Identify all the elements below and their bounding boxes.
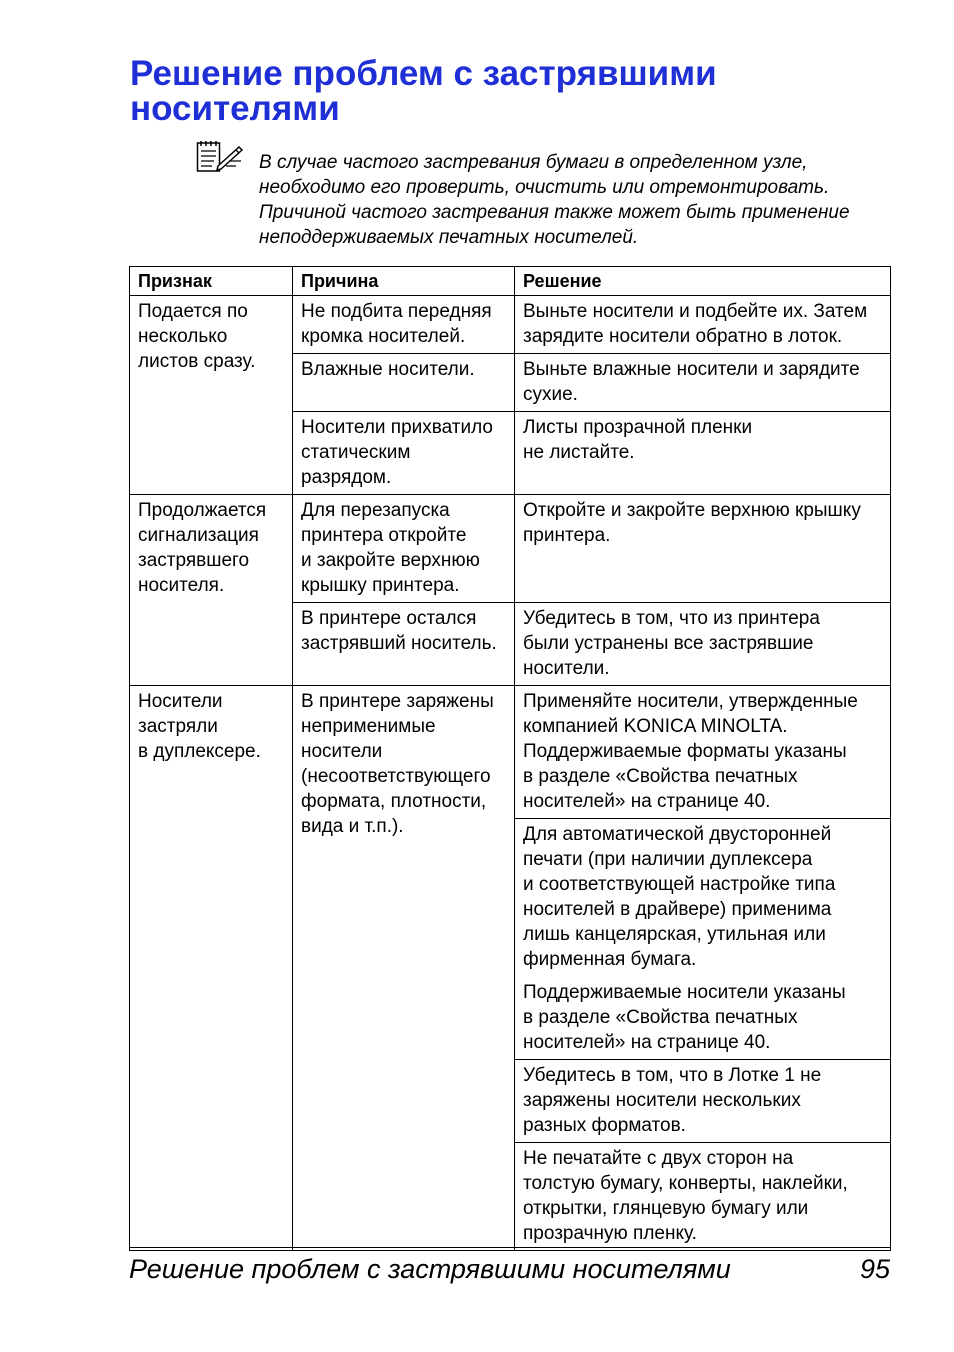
symptom-line: застряли bbox=[138, 716, 218, 737]
cell-paragraph bbox=[301, 299, 507, 349]
table-header-row bbox=[130, 267, 891, 296]
solution-line: разных форматов. bbox=[523, 1115, 686, 1136]
symptom-cell bbox=[130, 296, 293, 495]
solution-line: носителей в драйвере) применима bbox=[523, 899, 832, 920]
symptom-line: в дуплексере. bbox=[138, 741, 261, 762]
cause-line: вида и т.п.). bbox=[301, 816, 404, 837]
page-title-line-1: Решение проблем с застрявшими bbox=[130, 54, 717, 93]
column-header-cause: Причина bbox=[293, 267, 515, 296]
solution-line: в разделе «Свойства печатных bbox=[523, 1007, 798, 1028]
solution-line: Поддерживаемые носители указаны bbox=[523, 982, 846, 1003]
note-line: неподдерживаемых печатных носителей. bbox=[259, 227, 639, 248]
solution-line: фирменная бумага. bbox=[523, 949, 697, 970]
cause-cell bbox=[293, 412, 515, 495]
table-row bbox=[130, 296, 891, 354]
solution-line: зарядите носители обратно в лоток. bbox=[523, 326, 843, 347]
solution-line: компанией KONICA MINOLTA. bbox=[523, 716, 788, 737]
solution-line: были устранены все застрявшие bbox=[523, 633, 814, 654]
solution-line: Выньте носители и подбейте их. Затем bbox=[523, 301, 868, 322]
cause-line: неприменимые bbox=[301, 716, 436, 737]
cause-line: разрядом. bbox=[301, 467, 392, 488]
solution-cell bbox=[515, 412, 891, 495]
cause-line: и закройте верхнюю bbox=[301, 550, 480, 571]
solution-line: лишь канцелярская, утильная или bbox=[523, 924, 826, 945]
solution-line: открытки, глянцевую бумагу или bbox=[523, 1198, 809, 1219]
cell-paragraph bbox=[523, 980, 883, 1055]
cell-paragraph bbox=[301, 415, 507, 490]
solution-line: носители. bbox=[523, 658, 610, 679]
cell-paragraph bbox=[523, 689, 883, 814]
cell-paragraph bbox=[523, 1063, 883, 1138]
solution-cell bbox=[515, 819, 891, 1060]
cell-paragraph bbox=[523, 606, 883, 681]
column-header-solution: Решение bbox=[515, 267, 891, 296]
note-line: необходимо его проверить, очистить или отремонтировать. bbox=[259, 177, 830, 198]
cause-cell bbox=[293, 354, 515, 412]
cell-paragraph bbox=[523, 822, 883, 972]
cause-line: Не подбита передняя bbox=[301, 301, 492, 322]
symptom-line: застрявшего bbox=[138, 550, 250, 571]
cause-cell bbox=[293, 296, 515, 354]
cell-paragraph bbox=[138, 689, 285, 764]
solution-line: печати (при наличии дуплексера bbox=[523, 849, 813, 870]
cell-paragraph bbox=[301, 498, 507, 598]
page-title bbox=[130, 56, 890, 126]
table-row bbox=[130, 686, 891, 819]
solution-line: заряжены носители нескольких bbox=[523, 1090, 801, 1111]
solution-line: носителей» на странице 40. bbox=[523, 791, 771, 812]
symptom-line: несколько bbox=[138, 326, 228, 347]
troubleshooting-table bbox=[129, 266, 891, 1251]
cell-paragraph bbox=[523, 415, 883, 465]
note-text bbox=[259, 150, 879, 250]
cell-paragraph bbox=[301, 357, 507, 382]
solution-cell bbox=[515, 296, 891, 354]
solution-line: носителей» на странице 40. bbox=[523, 1032, 771, 1053]
cause-line: В принтере заряжены bbox=[301, 691, 494, 712]
solution-line: сухие. bbox=[523, 384, 578, 405]
cause-cell bbox=[293, 603, 515, 686]
solution-line: Выньте влажные носители и зарядите bbox=[523, 359, 860, 380]
cause-line: статическим bbox=[301, 442, 411, 463]
notepad-pencil-icon bbox=[196, 140, 244, 174]
cause-line: принтера откройте bbox=[301, 525, 467, 546]
cell-paragraph bbox=[523, 357, 883, 407]
symptom-line: Продолжается bbox=[138, 500, 267, 521]
cell-paragraph bbox=[138, 299, 285, 374]
page-title-line-2: носителями bbox=[130, 89, 340, 128]
cause-line: Влажные носители. bbox=[301, 359, 475, 380]
solution-cell bbox=[515, 354, 891, 412]
solution-line: Убедитесь в том, что в Лотке 1 не bbox=[523, 1065, 822, 1086]
solution-line: Поддерживаемые форматы указаны bbox=[523, 741, 847, 762]
cause-line: крышку принтера. bbox=[301, 575, 460, 596]
cause-line: Для перезапуска bbox=[301, 500, 450, 521]
symptom-line: Носители bbox=[138, 691, 223, 712]
page-number: 95 bbox=[859, 1254, 890, 1284]
solution-line: прозрачную пленку. bbox=[523, 1223, 697, 1244]
symptom-line: Подается по bbox=[138, 301, 248, 322]
solution-line: Для автоматической двусторонней bbox=[523, 824, 832, 845]
cause-line: формата, плотности, bbox=[301, 791, 487, 812]
cause-line: застрявший носитель. bbox=[301, 633, 497, 654]
cell-paragraph bbox=[301, 606, 507, 656]
solution-cell bbox=[515, 495, 891, 603]
cause-line: В принтере остался bbox=[301, 608, 477, 629]
solution-line: и соответствующей настройке типа bbox=[523, 874, 836, 895]
solution-line: Не печатайте с двух сторон на bbox=[523, 1148, 794, 1169]
solution-cell bbox=[515, 686, 891, 819]
footer-title: Решение проблем с застрявшими носителями bbox=[129, 1254, 731, 1284]
cell-paragraph bbox=[523, 498, 883, 548]
cause-cell bbox=[293, 495, 515, 603]
symptom-cell bbox=[130, 495, 293, 686]
table-row bbox=[130, 495, 891, 603]
cell-paragraph bbox=[138, 498, 285, 598]
solution-line: Листы прозрачной пленки bbox=[523, 417, 753, 438]
symptom-line: листов сразу. bbox=[138, 351, 256, 372]
cause-line: носители bbox=[301, 741, 383, 762]
solution-line: в разделе «Свойства печатных bbox=[523, 766, 798, 787]
cell-paragraph bbox=[301, 689, 507, 839]
note-line: В случае частого застревания бумаги в определенном узле, bbox=[259, 152, 808, 173]
note-line: Причиной частого застревания также может быть применение bbox=[259, 202, 850, 223]
solution-cell bbox=[515, 1060, 891, 1143]
solution-line: Откройте и закройте верхнюю крышку bbox=[523, 500, 861, 521]
solution-line: не листайте. bbox=[523, 442, 635, 463]
footer-divider bbox=[129, 1247, 890, 1248]
solution-line: Убедитесь в том, что из принтера bbox=[523, 608, 820, 629]
solution-cell bbox=[515, 1143, 891, 1251]
solution-line: принтера. bbox=[523, 525, 611, 546]
solution-line: Применяйте носители, утвержденные bbox=[523, 691, 858, 712]
symptom-cell bbox=[130, 686, 293, 1251]
cause-line: кромка носителей. bbox=[301, 326, 466, 347]
solution-cell bbox=[515, 603, 891, 686]
symptom-line: носителя. bbox=[138, 575, 225, 596]
solution-line: толстую бумагу, конверты, наклейки, bbox=[523, 1173, 848, 1194]
cell-paragraph bbox=[523, 1146, 883, 1246]
cause-cell bbox=[293, 686, 515, 1251]
cause-line: (несоответствующего bbox=[301, 766, 491, 787]
cause-line: Носители прихватило bbox=[301, 417, 493, 438]
column-header-symptom: Признак bbox=[130, 267, 293, 296]
symptom-line: сигнализация bbox=[138, 525, 259, 546]
cell-paragraph bbox=[523, 299, 883, 349]
